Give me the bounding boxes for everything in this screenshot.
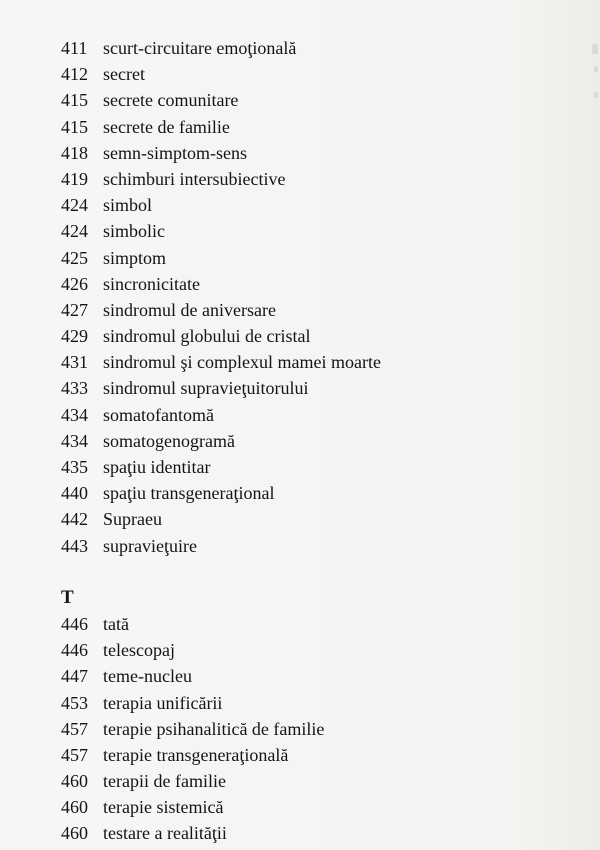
index-entry [61,218,561,244]
index-entry [61,506,561,532]
index-section-t [61,611,561,847]
page-number: 434 [61,404,88,425]
index-entry [61,166,561,192]
index-term: semn-simptom-sens [103,142,247,163]
index-entry [61,611,561,637]
page-number: 412 [61,64,88,85]
index-entry [61,349,561,375]
index-term: sincronicitate [103,273,200,294]
index-term: somatofantomă [103,404,214,425]
index-term: terapie transgeneraţională [103,744,289,765]
index-entry [61,663,561,689]
index-term: spaţiu transgeneraţional [103,483,275,504]
index-entry [61,192,561,218]
index-term: supravieţuire [103,535,197,556]
index-term: simbolic [103,221,165,242]
page-number: 424 [61,221,88,242]
page-number: 424 [61,195,88,216]
facing-page-bleed [584,40,600,240]
index-term: spaţiu identitar [103,457,211,477]
page-number: 457 [61,718,88,739]
index-entry [61,271,561,297]
page-number: 426 [61,273,88,294]
index-term: simbol [103,195,153,216]
index-entry [61,533,561,559]
section-spacer [61,559,561,585]
index-entry [61,140,561,166]
index-term: simptom [103,247,167,268]
index-term: schimburi intersubiective [103,168,286,189]
page-number: 435 [61,457,88,477]
index-term: terapii de familie [103,771,226,792]
page-number: 431 [61,352,88,373]
index-term: scurt-circuitare emoţională [103,38,297,58]
index-entry [61,637,561,663]
index-term: terapie sistemică [103,797,224,818]
page-number: 460 [61,823,88,844]
index-entry [61,690,561,716]
page-number: 447 [61,666,88,687]
index-entry [61,323,561,349]
index-entry [61,402,561,428]
page-number: 446 [61,613,88,634]
page-number: 440 [61,483,88,504]
index-entry [61,297,561,323]
index-entry [61,768,561,794]
page-number: 411 [61,38,88,58]
index-term: teme-nucleu [103,666,192,687]
index-entry [61,794,561,820]
page-number: 433 [61,378,88,399]
index-term: secret [103,64,145,85]
page-number: 425 [61,247,88,268]
index-entry [61,742,561,768]
page-number: 453 [61,692,88,713]
index-entry [61,87,561,113]
page-number: 442 [61,509,88,530]
index-term: somatogenogramă [103,430,235,451]
page-number: 429 [61,326,88,347]
section-letter-heading: T [61,586,74,608]
bleed-mark [592,44,598,54]
index-entry [61,716,561,742]
index-term: terapia unificării [103,692,223,713]
index-term: Supraeu [103,509,162,530]
bleed-mark [594,66,598,72]
index-term: terapie psihanalitică de familie [103,718,325,739]
page-number: 419 [61,168,88,189]
page-number: 460 [61,797,88,818]
index-term: secrete de familie [103,116,230,137]
index-list [61,35,561,847]
page-number: 418 [61,142,88,163]
index-entry [61,61,561,87]
index-term: sindromul globului de cristal [103,326,311,347]
bleed-mark [594,92,598,98]
page-number: 415 [61,90,88,111]
index-term: sindromul de aniversare [103,299,276,320]
index-entry [61,454,561,480]
index-entry [61,245,561,271]
index-entry [61,375,561,401]
page-number: 460 [61,771,88,792]
index-term: telescopaj [103,640,175,661]
index-term: testare a realităţii [103,823,227,844]
index-entry [61,114,561,140]
index-term: sindromul şi complexul mamei moarte [103,352,381,373]
page-number: 427 [61,299,88,320]
page-number: 457 [61,744,88,765]
index-term: secrete comunitare [103,90,239,111]
page-number: 434 [61,430,88,451]
index-entry [61,35,561,61]
index-term: sindromul supravieţuitorului [103,378,309,399]
index-section-s [61,35,561,559]
page-number: 415 [61,116,88,137]
page-number: 443 [61,535,88,556]
index-entry [61,820,561,846]
index-term: tată [103,613,129,634]
index-entry [61,480,561,506]
index-entry [61,428,561,454]
page-number: 446 [61,640,88,661]
